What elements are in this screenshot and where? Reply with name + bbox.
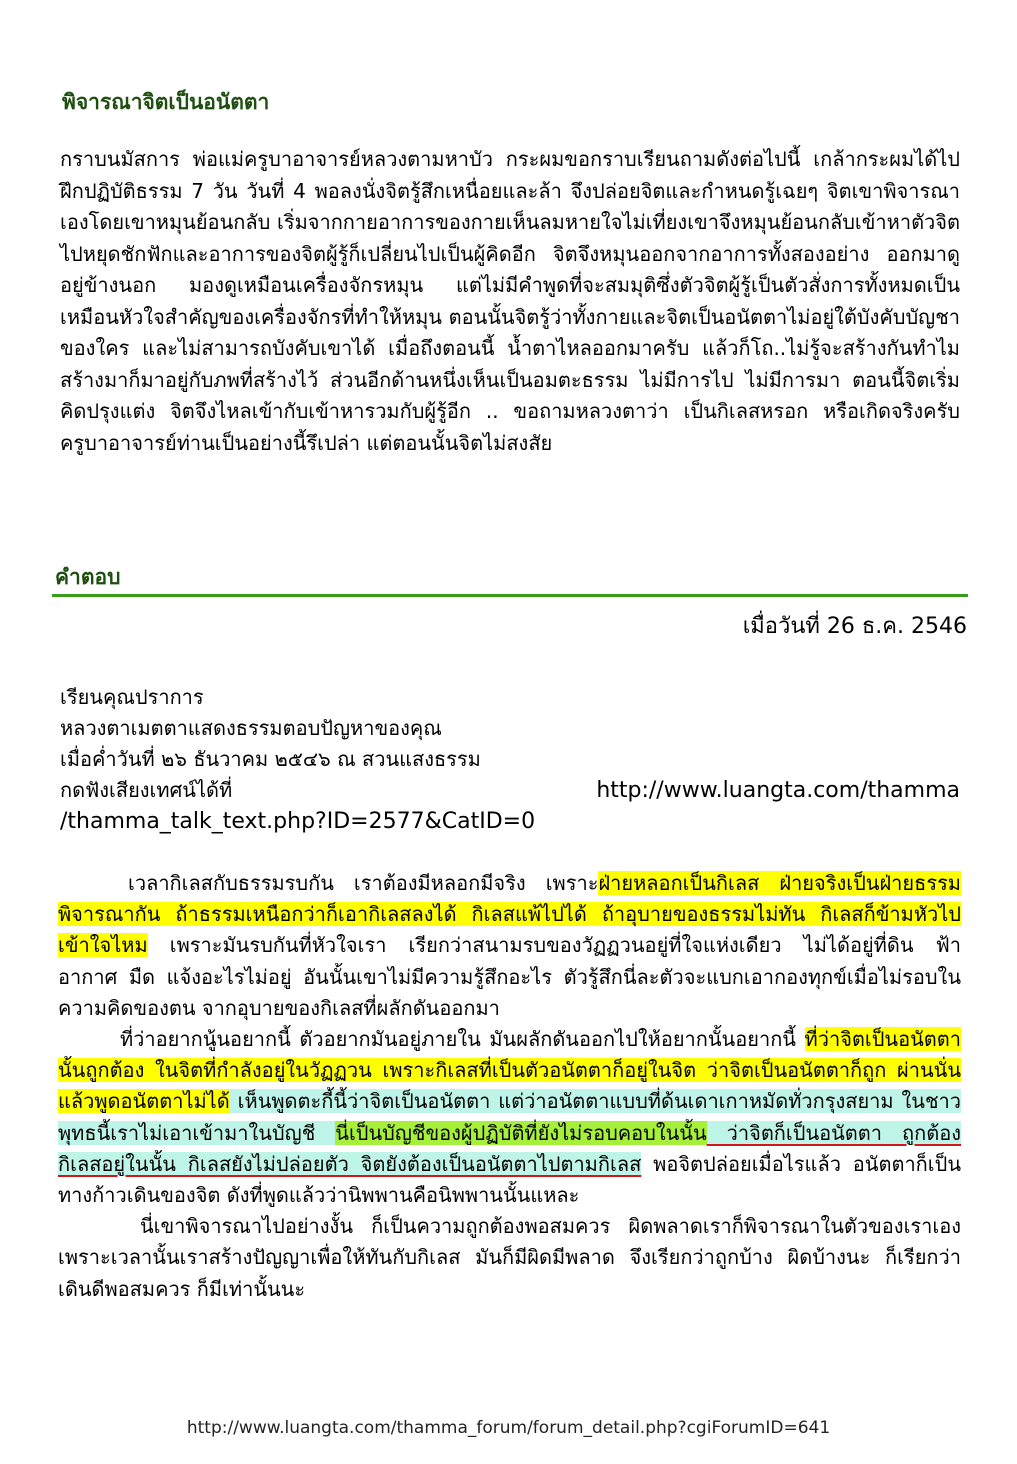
answer-paragraph-1	[58, 868, 961, 1024]
greeting: เรียนคุณปราการ	[60, 685, 204, 709]
audio-link-row	[60, 775, 960, 806]
answer-body	[58, 868, 961, 1305]
audio-label: กดฟังเสียงเทศน์ได้ที่	[60, 778, 233, 802]
audio-link-continued[interactable]: /thamma_talk_text.php?ID=2577&CatID=0	[60, 809, 536, 834]
text-span: เพราะมันรบกันที่หัวใจเรา เรียกว่าสนามรบของวัฏฏวนอยู่ที่ใจแห่งเดียว ไม่ได้อยู่ที่ดิน ฟ้า อากาศ มืด แจ้งอะไรไม่อยู่ อันนั้นเขาไม่มีความรู้สึกอะไร ตัวรู้สึกนี่ละตัวจะแบกเอากองทุกข์เมื่อไม่รอบในความคิดของตน จากอุบายของกิเลสที่ผลักดันออกมา	[58, 933, 961, 1020]
highlight-cyan-underlined: ว่าจิตก็เป็นอนัตตา ถูกต้อง กิเลสอยู่ในนั้น กิเลสยังไม่ปล่อยตัว จิตยังต้องเป็นอนัตตาไปตามกิเลส	[58, 1120, 961, 1176]
answer-paragraph-2	[58, 1024, 961, 1211]
highlight-green: นี่เป็นบัญชีของผู้ปฏิบัติที่ยังไม่รอบคอบในนั้น	[335, 1120, 707, 1145]
text-span: พอจิตปล่อยเมื่อไรแล้ว อนัตตาก็เป็นทางก้าวเดินของจิต ดังที่พูดแล้วว่านิพพานคือนิพพานนั้นแหละ	[58, 1151, 961, 1208]
highlight-yellow: ที่ว่าจิตเป็นอนัตตานั้นถูกต้อง ในจิตที่กำลังอยู่ในวัฏฏวน เพราะกิเลสที่เป็นตัวอนัตตาก็อยู่ในจิต ว่าจิตเป็นอนัตตาก็ถูก ผ่านนั่นแล้วพูดอนัตตาไม่ได้	[58, 1027, 961, 1114]
highlight-yellow: ฝ่ายหลอกเป็นกิเลส ฝ่ายจริงเป็นฝ่ายธรรมพิจารณากัน ถ้าธรรมเหนือกว่าก็เอากิเลสลงได้ กิเลสแพ้ไปได้ ถ้าอุบายของธรรมไม่ทัน กิเลสก็ข้ามหัวไป เข้าใจไหม	[58, 871, 961, 958]
answer-date-location: เมื่อค่ำวันที่ ๒๖ ธันวาคม ๒๕๔๖ ณ สวนแสงธรรม	[60, 747, 481, 771]
answer-heading: คำตอบ	[55, 565, 121, 589]
answer-intro: หลวงตาเมตตาแสดงธรรมตอบปัญหาของคุณ	[60, 716, 442, 740]
footer-source-url[interactable]: http://www.luangta.com/thamma_forum/forum_detail.php?cgiForumID=641	[186, 1418, 831, 1438]
section-divider	[52, 594, 968, 597]
question-title: พิจารณาจิตเป็นอนัตตา	[62, 90, 270, 114]
highlight-cyan: เห็นพูดตะกี้นี้ว่าจิตเป็นอนัตตา แต่ว่าอนัตตาแบบที่ด้นเดาเกาหมัดทั่วกรุงสยาม ในชาวพุทธนี้เราไม่เอาเข้ามาในบัญชี	[58, 1089, 961, 1145]
question-body: กราบนมัสการ พ่อแม่ครูบาอาจารย์หลวงตามหาบัว กระผมขอกราบเรียนถามดังต่อไปนี้ เกล้ากระผมได้ไปฝึกปฏิบัติธรรม 7 วัน วันที่ 4 พอลงนั่งจิตรู้สึกเหนื่อยและล้า จึงปล่อยจิตและกำหนดรู้เฉยๆ จิตเขาพิจารณาเองโดยเขาหมุนย้อนกลับ เริ่มจากกายอาการของกายเห็นลมหายใจไม่เที่ยงเขาจึงหมุนย้อนกลับเข้าหาตัวจิต ไปหยุดชักฟักและอาการของจิตผู้รู้ก็เปลี่ยนไปเป็นผู้คิดอีก จิตจึงหมุนออกจากอาการทั้งสองอย่าง ออกมาดูอยู่ข้างนอก มองดูเหมือนเครื่องจักรหมุน แต่ไม่มีคำพูดที่จะสมมุติซึ่งตัวจิตผู้รู้เป็นตัวสั่งการทั้งหมดเป็นเหมือนหัวใจสำคัญของเครื่องจักรที่ทำให้หมุน ตอนนั้นจิตรู้ว่าทั้งกายและจิตเป็นอนัตตาไม่อยู่ใต้บังคับบัญชาของใคร และไม่สามารถบังคับเขาได้ เมื่อถึงตอนนี้ น้ำตาไหลออกมาครับ แล้วก็โถ..ไม่รู้จะสร้างกันทำไม สร้างมาก็มาอยู่กับภพที่สร้างไว้ ส่วนอีกด้านหนึ่งเห็นเป็นอมตะธรรม ไม่มีการไป ไม่มีการมา ตอนนี้จิตเริ่มคิดปรุงแต่ง จิตจึงไหลเข้ากับเข้าหารวมกับผู้รู้อีก .. ขอถามหลวงตาว่า เป็นกิเลสหรอก หรือเกิดจริงครับ ครูบาอาจารย์ท่านเป็นอย่างนี้รึเปล่า แต่ตอนนั้นจิตไม่สงสัย	[60, 147, 960, 455]
answer-paragraph-3: นี่เขาพิจารณาไปอย่างงั้น ก็เป็นความถูกต้องพอสมควร ผิดพลาดเราก็พิจารณาในตัวของเราเอง เพราะเวลานั้นเราสร้างปัญญาเพื่อให้ทันกับกิเลส มันก็มีผิดมีพลาด จึงเรียกว่าถูกบ้าง ผิดบ้างนะ ก็เรียกว่าเดินดีพอสมควร ก็มีเท่านั้นนะ	[58, 1214, 961, 1301]
text-span: ที่ว่าอยากนู้นอยากนี้ ตัวอยากมันอยู่ภายใน มันผลักดันออกไปให้อยากนั้นอยากนี้	[120, 1027, 805, 1052]
answer-date: เมื่อวันที่ 26 ธ.ค. 2546	[742, 614, 967, 639]
audio-link[interactable]: http://www.luangta.com/thamma	[596, 778, 960, 803]
text-span: เวลากิเลสกับธรรมรบกัน เราต้องมีหลอกมีจริง เพราะ	[128, 871, 599, 895]
